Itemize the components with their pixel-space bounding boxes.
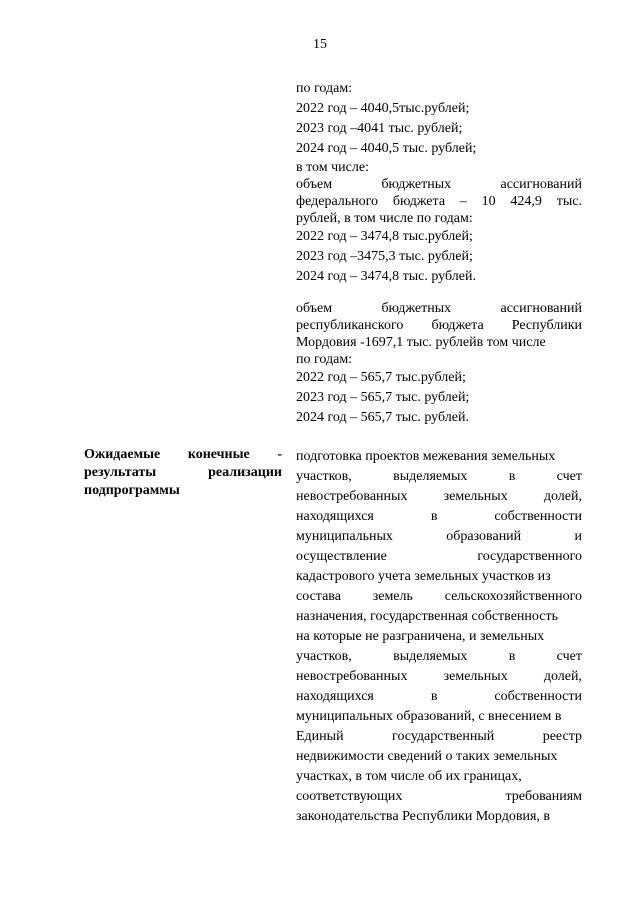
word: требованиям — [505, 789, 582, 804]
word: реестр — [542, 729, 582, 744]
results-text — [296, 447, 582, 827]
word: муниципальных — [296, 529, 393, 544]
word: собственности — [494, 689, 582, 704]
word: федерального — [296, 194, 379, 209]
text-line: Мордовия -1697,1 тыс. рублейв том числе — [296, 335, 546, 350]
text-line-justified — [296, 176, 582, 193]
word: государственный — [392, 729, 495, 744]
word: в — [508, 469, 516, 484]
word: назначения, государственная собственность — [296, 609, 558, 624]
word: подготовка проектов межевания земельных — [296, 449, 556, 464]
word: конечные — [187, 447, 250, 462]
heading-line: подпрограммы — [84, 483, 180, 498]
results-line — [296, 607, 582, 627]
word: объем — [296, 177, 333, 192]
funding-block-top — [296, 79, 582, 287]
results-line — [296, 707, 582, 727]
word: счет — [556, 469, 582, 484]
word: земельных — [443, 669, 508, 684]
word: соответствующих — [296, 789, 403, 804]
results-line — [296, 467, 582, 487]
word: – — [459, 194, 467, 209]
word: бюджетных — [381, 301, 452, 316]
word: участков, — [296, 469, 352, 484]
text-line: по годам: — [296, 352, 353, 367]
results-line — [296, 507, 582, 527]
results-line — [296, 807, 582, 827]
word: 10 — [481, 194, 496, 209]
word: Республики — [511, 318, 582, 333]
word: ассигнований — [500, 301, 582, 316]
word: в — [508, 649, 516, 664]
text-line: 2022 год – 565,7 тыс.рублей; — [296, 370, 466, 385]
word: законодательства Республики Мордовия, в — [296, 809, 550, 824]
word: на которые не разграничена, и земельных — [296, 629, 545, 644]
word: в — [430, 509, 438, 524]
word: тыс. — [556, 194, 582, 209]
results-line — [296, 787, 582, 807]
word: кадастрового учета земельных участков из — [296, 569, 551, 584]
word: осуществление — [296, 549, 387, 564]
word: участков, — [296, 649, 352, 664]
results-line — [296, 647, 582, 667]
word: участках, в том числе об их границах, — [296, 769, 522, 784]
word: недвижимости сведений о таких земельных — [296, 749, 558, 764]
results-line — [296, 667, 582, 687]
word: ассигнований — [500, 177, 582, 192]
word: счет — [556, 649, 582, 664]
word: бюджета — [392, 194, 446, 209]
funding-block-republic — [296, 300, 582, 428]
page-number: 15 — [313, 37, 327, 52]
results-line — [296, 687, 582, 707]
text-line: 2022 год – 4040,5тыс.рублей; — [296, 101, 470, 116]
results-line — [296, 487, 582, 507]
results-heading — [84, 446, 282, 500]
word: реализации — [208, 465, 282, 480]
word: находящихся — [296, 509, 374, 524]
word: земельных — [443, 489, 508, 504]
text-line: 2023 год – 565,7 тыс. рублей; — [296, 390, 470, 405]
word: невостребованных — [296, 669, 408, 684]
word: в — [430, 689, 438, 704]
word: муниципальных образований, с внесением в — [296, 709, 562, 724]
word: и — [574, 529, 582, 544]
text-line: 2023 год –3475,3 тыс. рублей; — [296, 249, 473, 264]
word: выделяемых — [393, 469, 468, 484]
word: 424,9 — [510, 194, 542, 209]
results-line — [296, 587, 582, 607]
word: долей, — [543, 489, 582, 504]
word: земель — [372, 589, 413, 604]
word: бюджетных — [381, 177, 452, 192]
word: собственности — [494, 509, 582, 524]
text-line: в том числе: — [296, 160, 369, 175]
text-line: 2022 год – 3474,8 тыс.рублей; — [296, 229, 473, 244]
heading-line-justified — [84, 464, 282, 482]
results-line — [296, 727, 582, 747]
word: республиканского — [296, 318, 404, 333]
word: невостребованных — [296, 489, 408, 504]
word: долей, — [543, 669, 582, 684]
results-line — [296, 747, 582, 767]
word: Единый — [296, 729, 344, 744]
word: государственного — [477, 549, 582, 564]
word: выделяемых — [393, 649, 468, 664]
heading-line-justified — [84, 446, 282, 464]
word: образований — [446, 529, 522, 544]
text-line: рублей, в том числе по годам: — [296, 211, 473, 226]
word: объем — [296, 301, 333, 316]
word: Ожидаемые — [84, 447, 161, 462]
text-line-justified — [296, 193, 582, 210]
text-line-justified — [296, 317, 582, 334]
text-line: 2024 год – 4040,5 тыс. рублей; — [296, 141, 477, 156]
results-line — [296, 527, 582, 547]
word: находящихся — [296, 689, 374, 704]
results-line — [296, 447, 582, 467]
word: - — [277, 447, 282, 462]
text-line: 2023 год –4041 тыс. рублей; — [296, 121, 463, 136]
word: сельскохозяйственного — [444, 589, 582, 604]
results-line — [296, 547, 582, 567]
results-line — [296, 567, 582, 587]
text-line-justified — [296, 300, 582, 317]
results-line — [296, 767, 582, 787]
word: результаты — [84, 465, 157, 480]
results-line — [296, 627, 582, 647]
word: бюджета — [431, 318, 484, 333]
text-line: 2024 год – 565,7 тыс. рублей. — [296, 410, 469, 425]
word: состава — [296, 589, 341, 604]
text-line: 2024 год – 3474,8 тыс. рублей. — [296, 269, 476, 284]
text-line: по годам: — [296, 81, 353, 96]
